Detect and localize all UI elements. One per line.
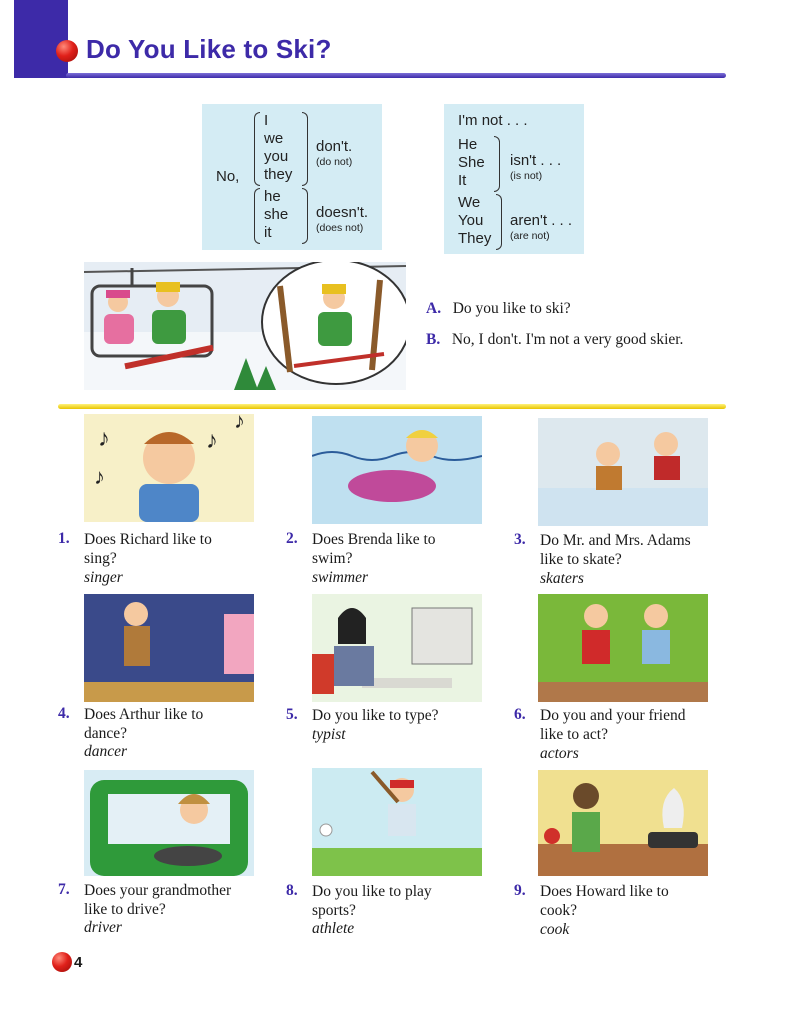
grammar-pronoun: She [458,154,485,171]
exercise-question: sports? [312,902,356,919]
grammar-pronoun: You [458,212,484,229]
exercise-number: 4. [58,705,70,722]
right-brace [496,194,502,250]
dialog-text-a: Do you like to ski? [452,300,571,317]
actors-picture [538,594,708,702]
dialog-line-b [426,331,683,349]
page-title: Do You Like to Ski? [86,34,332,64]
exercise-answer: actors [540,745,579,762]
svg-text:♪: ♪ [94,464,105,489]
singer-picture [84,414,254,522]
grammar-pronoun: I [264,112,269,129]
exercise-number: 6. [514,706,526,723]
grammar-verb: doesn't. [316,204,369,221]
grammar-pronoun: she [264,206,289,223]
exercise-question: Do Mr. and Mrs. Adams [540,532,691,549]
svg-text:♪: ♪ [234,414,245,433]
exercise-number: 2. [286,530,298,547]
exercise-question: Does your grandmother [84,882,232,899]
grammar-verb-full: (are not) [510,230,550,242]
grammar-pronoun: We [458,194,481,211]
title-bullet-icon [56,40,78,62]
typist-picture [312,594,482,702]
exercise-question: Do you like to type? [312,707,439,724]
exercise-answer: driver [84,919,122,936]
exercise-question: Does Brenda like to [312,531,436,548]
grammar-pronoun: we [264,130,284,147]
exercise-answer: swimmer [312,569,368,586]
left-brace [254,188,260,244]
exercise-answer: skaters [540,570,584,587]
grammar-pronoun: you [264,148,289,165]
athlete-picture [312,768,482,876]
exercise-question: Does Richard like to [84,531,212,548]
exercise-question: Does Howard like to [540,883,669,900]
grammar-pronoun: it [264,224,272,241]
exercise-number: 5. [286,706,298,723]
svg-text:♪: ♪ [98,426,110,452]
cook-picture [538,770,708,876]
section-rule [58,404,726,409]
skaters-picture [538,418,708,526]
exercise-answer: singer [84,569,123,586]
grammar-box-dont [202,104,382,250]
exercise-question: swim? [312,550,353,567]
left-brace [254,112,260,186]
exercise-question: like to skate? [540,551,622,568]
grammar-pronoun: They [458,230,492,247]
driver-picture [84,770,254,876]
dialog-line-a [426,300,571,318]
grammar-box-not [444,104,584,254]
right-brace [494,136,500,192]
dancer-picture [84,594,254,702]
grammar-no: No, [216,168,240,185]
exercise-question: like to act? [540,726,608,743]
exercise-question: dance? [84,725,128,742]
exercise-question: Do you like to play [312,883,432,900]
title-tab-block [14,0,68,78]
dialog-label-b: B. [426,331,441,348]
title-rule [66,73,726,78]
exercise-question: Do you and your friend [540,707,686,724]
grammar-im-not: I'm not . . . [458,112,528,129]
grammar-pronoun: he [264,188,281,205]
grammar-verb: aren't . . . [510,212,573,229]
exercise-answer: cook [540,921,570,938]
grammar-verb-full: (does not) [316,222,364,234]
dialog-label-a: A. [426,300,442,317]
exercise-question: Does Arthur like to [84,706,204,723]
grammar-pronoun: they [264,166,293,183]
page-number: 4 [74,954,83,971]
exercise-answer: athlete [312,920,355,937]
exercise-answer: typist [312,726,346,743]
grammar-verb-full: (do not) [316,156,353,168]
exercise-number: 1. [58,530,70,547]
grammar-pronoun: It [458,172,467,189]
grammar-verb: isn't . . . [510,152,562,169]
grammar-verb-full: (is not) [510,170,543,182]
exercise-number: 8. [286,882,298,899]
exercise-answer: dancer [84,743,128,760]
swimmer-picture [312,416,482,524]
right-brace [302,112,308,186]
exercise-question: sing? [84,550,117,567]
exercise-number: 7. [58,881,70,898]
svg-text:♪: ♪ [206,428,218,454]
page-bullet-icon [52,952,72,972]
right-brace [302,188,308,244]
ski-lift-illustration [84,262,406,390]
exercise-number: 9. [514,882,526,899]
grammar-verb: don't. [316,138,353,155]
dialog-text-b: No, I don't. I'm not a very good skier. [451,331,684,348]
exercise-question: cook? [540,902,578,919]
grammar-pronoun: He [458,136,478,153]
exercise-question: like to drive? [84,901,166,918]
exercise-number: 3. [514,531,526,548]
